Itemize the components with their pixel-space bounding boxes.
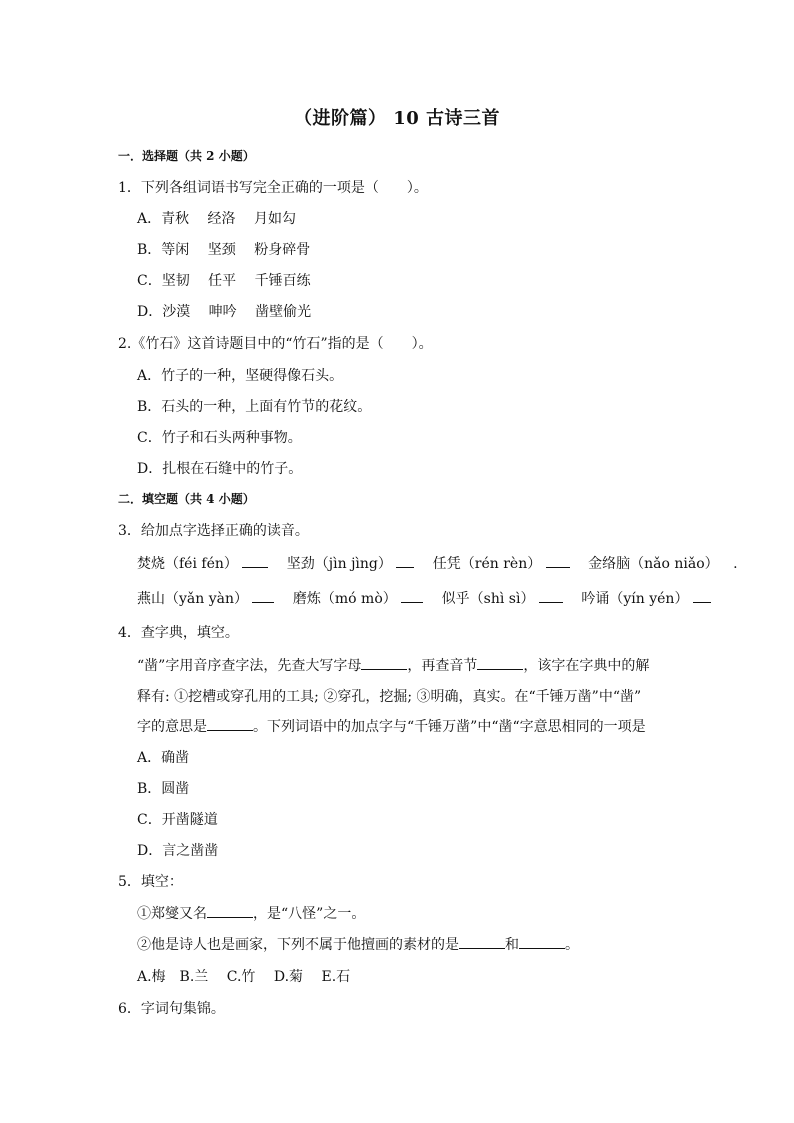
question-2-option-a: A．竹子的一种，坚硬得像石头。 <box>137 368 344 384</box>
para-text: “凿”字用音序查字法，先查大写字母 <box>137 658 362 674</box>
answer-blank[interactable] <box>519 936 565 949</box>
question-1-option-b: B．等闲 坚颈 粉身碎骨 <box>137 242 311 258</box>
row-end-mark: . <box>733 556 738 572</box>
question-5-line-2 <box>137 934 579 954</box>
answer-blank[interactable] <box>401 590 423 603</box>
para-text: ，该字在字典中的解 <box>523 658 650 674</box>
question-4-option-a: A．确凿 <box>137 750 190 766</box>
answer-blank[interactable] <box>539 590 563 603</box>
question-5-stem: 5．填空： <box>118 874 183 890</box>
answer-blank[interactable] <box>252 590 274 603</box>
pinyin-item: 坚劲（jìn jìng） <box>286 556 392 572</box>
answer-blank[interactable] <box>242 555 268 568</box>
question-5-options: A.梅 B.兰 C.竹 D.菊 E.石 <box>137 969 351 985</box>
pinyin-item: 似乎（shì sì） <box>441 591 535 607</box>
pinyin-item: 焚烧（féi fén） <box>137 556 238 572</box>
answer-blank[interactable] <box>693 590 711 603</box>
section-heading-fill: 二．填空题（共 4 小题） <box>118 492 255 506</box>
para-text: ，再查音节 <box>407 658 478 674</box>
para-text: 。 <box>565 937 579 953</box>
answer-blank[interactable] <box>459 936 505 949</box>
answer-blank[interactable] <box>546 555 570 568</box>
pinyin-item: 任凭（rén rèn） <box>432 556 542 572</box>
para-text: ①郑燮又名 <box>137 906 207 922</box>
question-4-stem: 4．查字典，填空。 <box>118 625 239 641</box>
question-1-option-d: D．沙漠 呻吟 凿壁偷光 <box>137 304 312 320</box>
para-text: ，是“八怪”之一。 <box>253 906 366 922</box>
question-1-stem: 1．下列各组词语书写完全正确的一项是（ ）。 <box>118 180 428 196</box>
question-2-stem: 2.《竹石》这首诗题目中的“竹石”指的是（ ）。 <box>118 336 433 352</box>
question-2-option-c: C．竹子和石头两种事物。 <box>137 430 302 446</box>
pinyin-item: 磨炼（mó mò） <box>292 591 397 607</box>
question-3-stem: 3．给加点字选择正确的读音。 <box>118 523 309 539</box>
section-heading-choice: 一．选择题（共 2 小题） <box>118 149 255 163</box>
page-title: （进阶篇） 10 古诗三首 <box>293 108 501 129</box>
question-3-row-2 <box>137 588 711 608</box>
para-text: 字的意思是 <box>137 719 207 735</box>
pinyin-item: 燕山（yǎn yàn） <box>137 591 248 607</box>
answer-blank[interactable] <box>396 555 414 568</box>
answer-blank[interactable] <box>207 718 253 731</box>
para-text: 。下列词语中的加点字与“千锤万凿”中“凿“字意思相同的一项是 <box>253 719 646 735</box>
pinyin-item: 吟诵（yín yén） <box>581 591 689 607</box>
question-2-option-b: B．石头的一种，上面有竹节的花纹。 <box>137 399 372 415</box>
question-4-para-3 <box>137 716 646 736</box>
question-4-option-c: C．开凿隧道 <box>137 812 218 828</box>
question-5-line-1 <box>137 903 365 923</box>
answer-blank[interactable] <box>207 905 253 918</box>
answer-blank[interactable] <box>361 657 407 670</box>
question-2-option-d: D．扎根在石缝中的竹子。 <box>137 461 303 477</box>
question-4-para-2: 释有: ①挖槽或穿孔用的工具; ②穿孔，挖掘; ③明确，真实。在“千锤万凿”中“凿” <box>137 689 642 705</box>
para-text: 和 <box>505 937 519 953</box>
question-4-option-b: B．圆凿 <box>137 781 190 797</box>
answer-blank[interactable] <box>477 657 523 670</box>
para-text: ②他是诗人也是画家，下列不属于他擅画的素材的是 <box>137 937 459 953</box>
question-6-stem: 6．字词句集锦。 <box>118 1001 225 1017</box>
pinyin-item: 金络脑（nǎo niǎo） <box>588 556 719 572</box>
question-1-option-c: C．坚韧 任平 千锤百练 <box>137 273 311 289</box>
question-3-row-1 <box>137 553 738 573</box>
question-4-para-1 <box>137 655 649 675</box>
question-1-option-a: A．青秋 经洛 月如勾 <box>137 211 297 227</box>
question-4-option-d: D．言之凿凿 <box>137 843 219 859</box>
